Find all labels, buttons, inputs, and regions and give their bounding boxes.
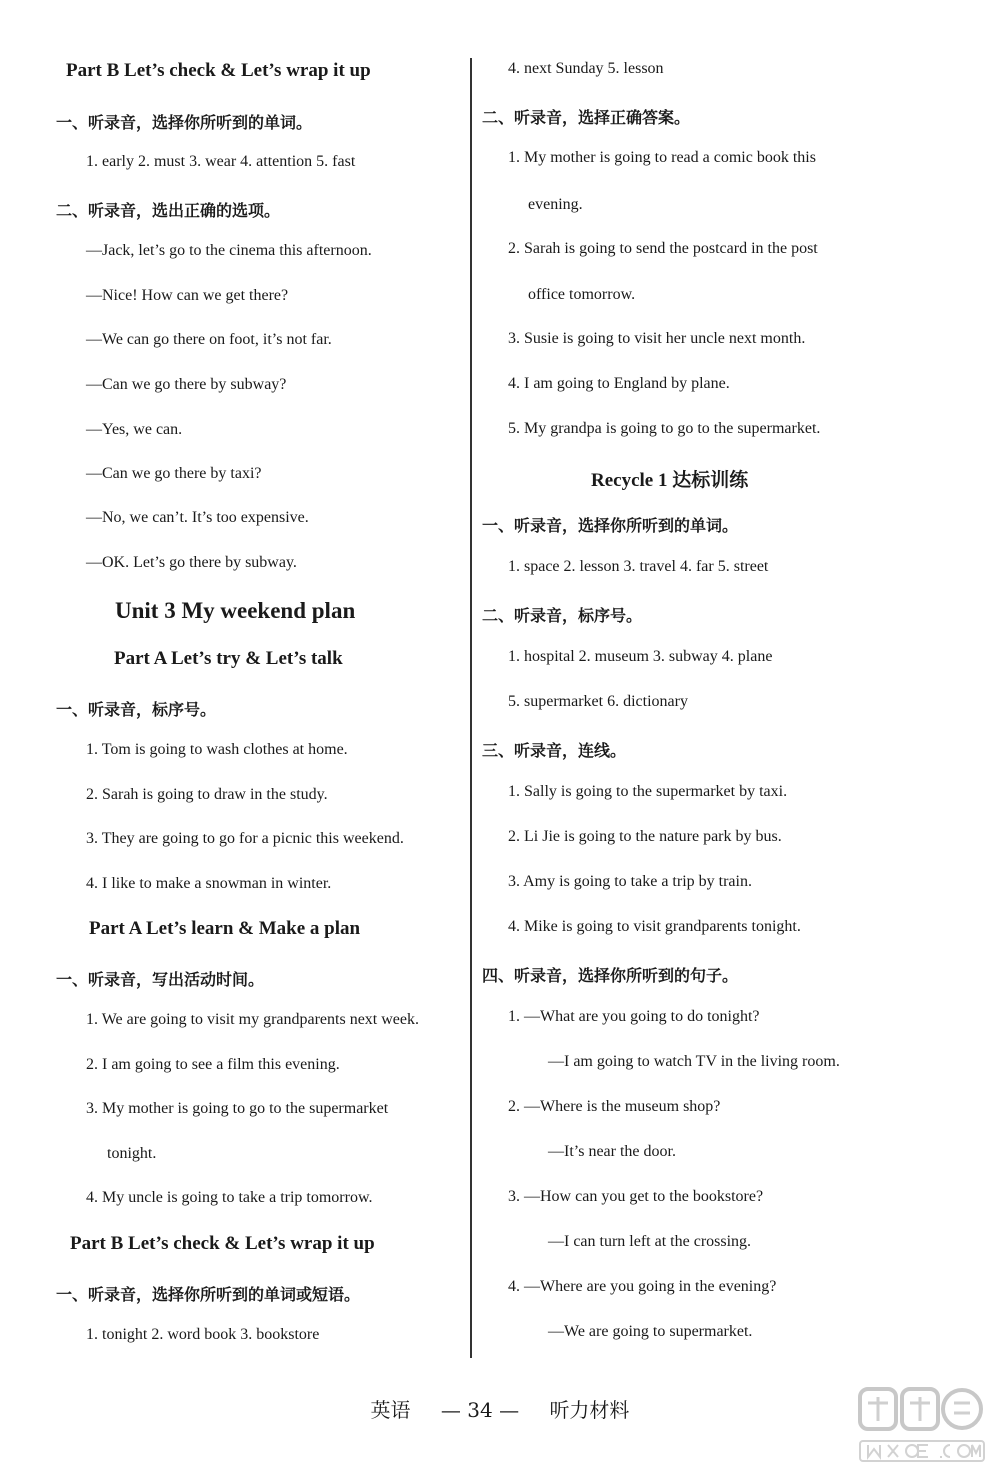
- section-heading: 一、听录音，选择你所听到的单词或短语。: [56, 1285, 361, 1304]
- sentence-continued: office tomorrow.: [528, 286, 636, 303]
- watermark-logo: [856, 1381, 986, 1467]
- sentence: 4. Mike is going to visit grandparents tonight.: [508, 918, 801, 935]
- part-b-title: Part B Let’s check & Let’s wrap it up: [70, 1233, 375, 1254]
- sentence: 4. I like to make a snowman in winter.: [86, 875, 332, 892]
- dialogue-line: —Jack, let’s go to the cinema this afternoon.: [86, 242, 372, 259]
- dialogue-line: —I am going to watch TV in the living room.: [548, 1053, 840, 1070]
- section-heading: 二、听录音，选择正确答案。: [482, 108, 691, 127]
- sentence: 3. Susie is going to visit her uncle next month.: [508, 330, 806, 347]
- word-list: 4. next Sunday 5. lesson: [508, 60, 664, 77]
- dialogue-line: 2. —Where is the museum shop?: [508, 1098, 721, 1115]
- sentence: 3. Amy is going to take a trip by train.: [508, 873, 752, 890]
- footer-section: 听力材料: [549, 1398, 630, 1422]
- dialogue-line: —I can turn left at the crossing.: [548, 1233, 752, 1250]
- part-a-title: Part A Let’s learn & Make a plan: [89, 918, 361, 939]
- unit-title: Unit 3 My weekend plan: [115, 598, 356, 623]
- dialogue-line: —We can go there on foot, it’s not far.: [86, 331, 332, 348]
- column-divider: [470, 58, 472, 1358]
- dialogue-line: —It’s near the door.: [548, 1143, 676, 1160]
- word-list: 1. early 2. must 3. wear 4. attention 5. fast: [86, 153, 356, 170]
- dialogue-line: —Can we go there by subway?: [86, 376, 287, 393]
- section-heading: 二、听录音，选出正确的选项。: [56, 201, 281, 220]
- sentence-continued: evening.: [528, 196, 583, 213]
- sentence-continued: tonight.: [107, 1145, 157, 1162]
- footer-subject: 英语: [370, 1398, 411, 1422]
- part-a-title: Part A Let’s try & Let’s talk: [114, 648, 343, 669]
- sentence: 2. Sarah is going to draw in the study.: [86, 786, 328, 803]
- sentence: 1. My mother is going to read a comic book this: [508, 149, 816, 166]
- sentence: 1. Sally is going to the supermarket by taxi.: [508, 783, 788, 800]
- dialogue-line: 4. —Where are you going in the evening?: [508, 1278, 777, 1295]
- sentence: 4. I am going to England by plane.: [508, 375, 730, 392]
- dialogue-line: —We are going to supermarket.: [548, 1323, 753, 1340]
- dialogue-line: —No, we can’t. It’s too expensive.: [86, 509, 309, 526]
- sentence: 4. My uncle is going to take a trip tomorrow.: [86, 1189, 373, 1206]
- sentence: 5. My grandpa is going to go to the supermarket.: [508, 420, 821, 437]
- word-list: 1. space 2. lesson 3. travel 4. far 5. street: [508, 558, 769, 575]
- sentence: 3. My mother is going to go to the supermarket: [86, 1100, 389, 1117]
- section-heading: 四、听录音，选择你所听到的句子。: [482, 966, 739, 985]
- sentence: 2. Sarah is going to send the postcard in the post: [508, 240, 818, 257]
- section-heading: 一、听录音，标序号。: [56, 700, 217, 719]
- word-list: 1. hospital 2. museum 3. subway 4. plane: [508, 648, 773, 665]
- section-heading: 三、听录音，连线。: [482, 741, 627, 760]
- sentence: 1. We are going to visit my grandparents next week.: [86, 1011, 419, 1028]
- sentence: 2. I am going to see a film this evening.: [86, 1056, 340, 1073]
- sentence: 1. Tom is going to wash clothes at home.: [86, 741, 348, 758]
- section-heading: 一、听录音，写出活动时间。: [56, 970, 265, 989]
- part-b-title: Part B Let’s check & Let’s wrap it up: [66, 60, 371, 81]
- dialogue-line: —OK. Let’s go there by subway.: [86, 554, 297, 571]
- dialogue-line: —Yes, we can.: [86, 421, 183, 438]
- sentence: 2. Li Jie is going to the nature park by bus.: [508, 828, 782, 845]
- section-heading: 二、听录音，标序号。: [482, 606, 643, 625]
- section-heading: 一、听录音，选择你所听到的单词。: [56, 113, 313, 132]
- page-number: — 34 —: [440, 1398, 520, 1422]
- recycle-title: Recycle 1 达标训练: [591, 470, 749, 491]
- page-footer: [0, 1394, 1000, 1423]
- dialogue-line: 1. —What are you going to do tonight?: [508, 1008, 760, 1025]
- word-list: 5. supermarket 6. dictionary: [508, 693, 688, 710]
- dialogue-line: 3. —How can you get to the bookstore?: [508, 1188, 764, 1205]
- dialogue-line: —Nice! How can we get there?: [86, 287, 289, 304]
- sentence: 3. They are going to go for a picnic this weekend.: [86, 830, 404, 847]
- word-list: 1. tonight 2. word book 3. bookstore: [86, 1326, 320, 1343]
- dialogue-line: —Can we go there by taxi?: [86, 465, 262, 482]
- section-heading: 一、听录音，选择你所听到的单词。: [482, 516, 739, 535]
